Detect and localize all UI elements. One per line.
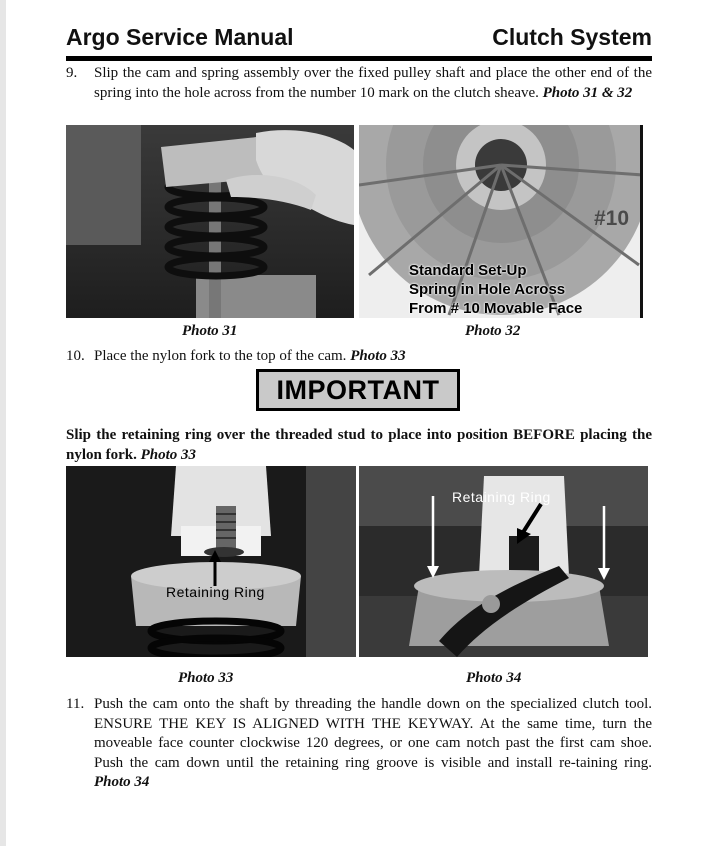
page-header — [66, 24, 652, 56]
step-9-photo-ref: Photo 31 & 32 — [542, 84, 633, 101]
photo-32-caption: Photo 32 — [465, 323, 521, 339]
step-11-photo-ref: Photo 34 — [94, 774, 150, 790]
important-note-photo-ref: Photo 33 — [140, 446, 197, 463]
step-10-number: 10. — [66, 348, 85, 364]
step-9-text — [94, 64, 652, 103]
step-9-number: 9. — [66, 65, 78, 81]
retaining-ring-label-34: Retaining Ring — [452, 489, 551, 505]
step-10-text — [94, 347, 652, 367]
step-9-body: Slip the cam and spring assembly over the fixed pulley shaft and place the other end of the spring into the hole across from the number 10 mark on the clutch sheave. — [94, 65, 652, 101]
important-note — [66, 426, 652, 465]
photo-31-caption: Photo 31 — [182, 323, 238, 339]
photo-31-image — [66, 125, 354, 318]
overlay-line-1: Standard Set-Up — [409, 262, 527, 279]
photo-34-caption: Photo 34 — [466, 670, 522, 686]
important-banner — [256, 369, 460, 411]
manual-title: Argo Service Manual — [66, 24, 294, 50]
step-11-number: 11. — [66, 696, 85, 712]
overlay-line-2: Spring in Hole Across — [409, 281, 566, 298]
number-10-mark: #10 — [594, 207, 630, 230]
photo-33-caption: Photo 33 — [178, 670, 234, 686]
header-rule — [66, 56, 652, 61]
photo-32-overlay — [409, 261, 582, 318]
retaining-ring-label-33: Retaining Ring — [166, 584, 265, 600]
photo-33-image — [66, 466, 356, 657]
important-label: IMPORTANT — [259, 372, 457, 408]
section-title: Clutch System — [492, 24, 652, 50]
important-note-body: Slip the retaining ring over the threaded stud to place into position BEFORE placing the nylon fork. — [66, 427, 652, 463]
page-edge-shade — [0, 0, 6, 846]
step-10-photo-ref: Photo 33 — [350, 348, 406, 364]
step-10-body: Place the nylon fork to the top of the cam. — [94, 348, 347, 364]
step-11-body: Push the cam onto the shaft by threading the handle down on the specialized clutch tool. ENSURE THE KEY IS ALIGNED WITH THE KEYWAY. At the same time, turn the moveable face counter clockwise 120 degrees, or one cam notch past the first cam shoe. Push the cam down until the retaining ring groove is visible and install re-taining ring. — [94, 696, 652, 771]
photo-32-image — [359, 125, 643, 318]
step-11-text — [94, 695, 652, 793]
photo-34-image — [359, 466, 648, 657]
overlay-line-3: From # 10 Movable Face — [409, 300, 583, 317]
